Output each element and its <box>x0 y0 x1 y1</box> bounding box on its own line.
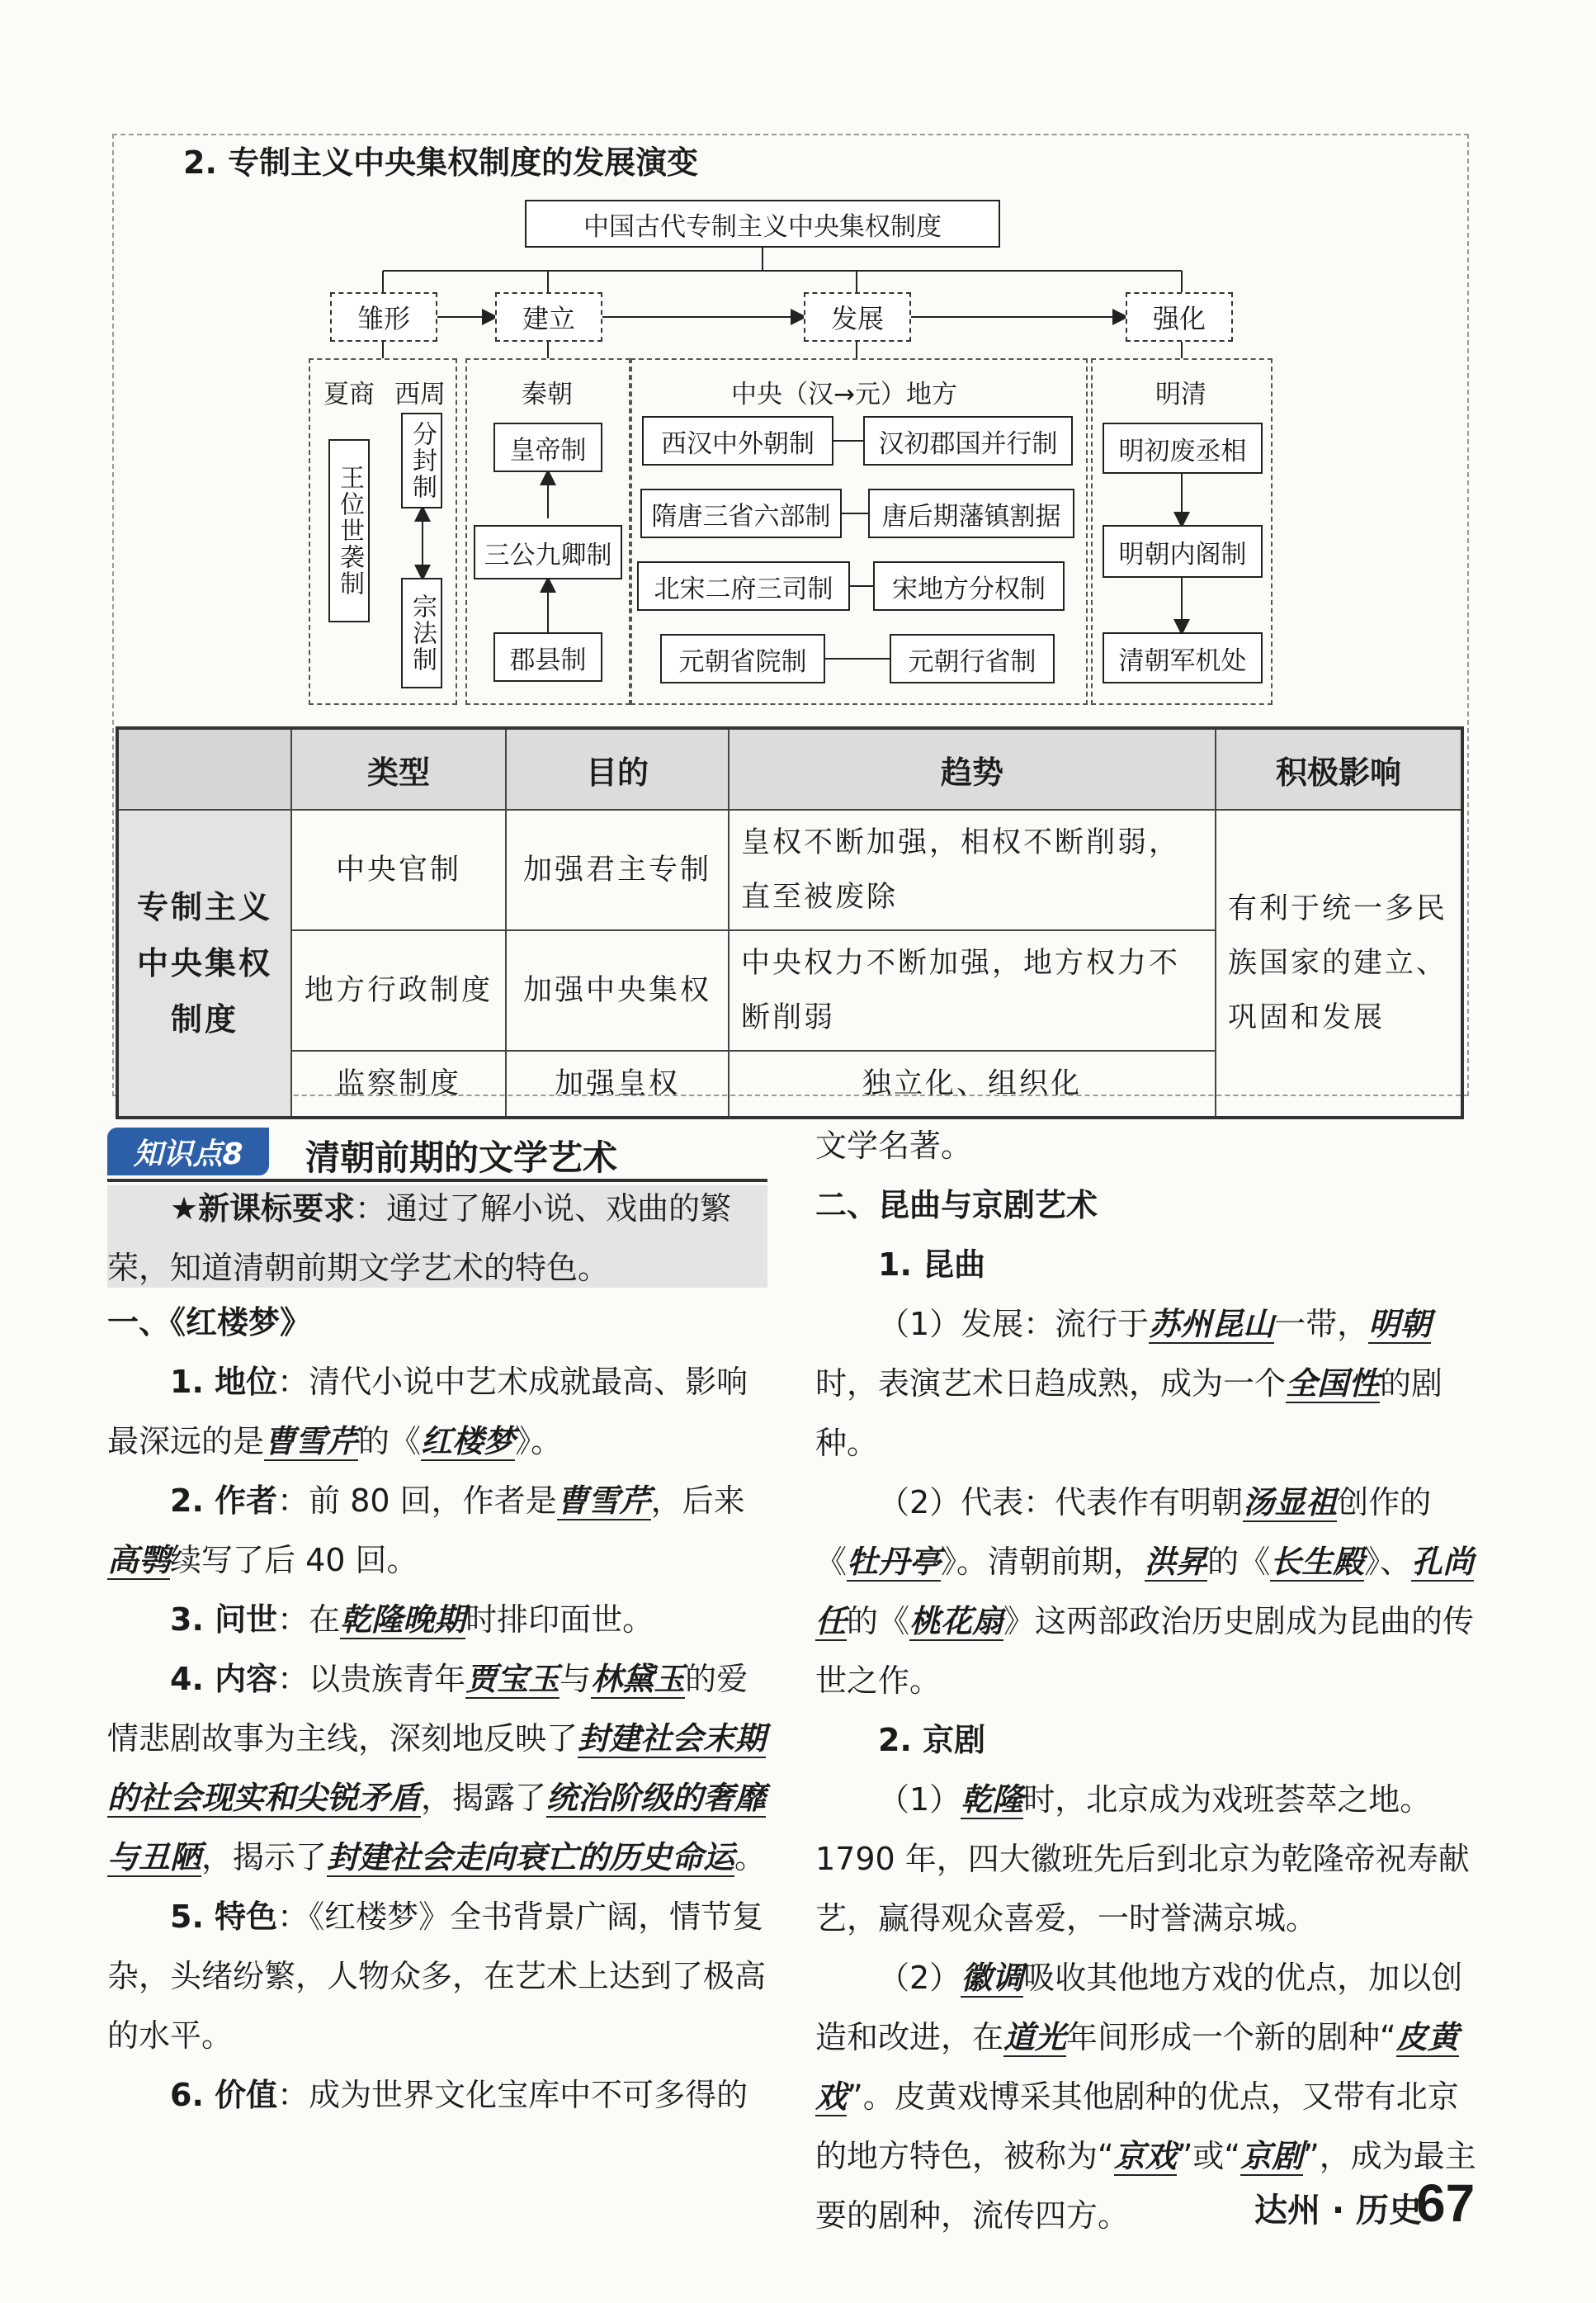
box-tang-fanzhen: 唐后期藩镇割据 <box>868 489 1074 538</box>
page-number: 67 <box>1416 2173 1476 2233</box>
left-column <box>107 1293 771 2125</box>
row-header-line2: 中央集权 <box>136 945 272 981</box>
table-row <box>117 810 1462 930</box>
row-header <box>117 810 291 1118</box>
requirement-label: ★新课标要求 <box>170 1190 356 1227</box>
header-impact: 积极影响 <box>1216 728 1462 810</box>
para-jingju-origin: （1）乾隆时，北京成为戏班荟萃之地。1790 年，四大徽班先后到北京为乾隆帝祝寿献艺，赢得观众喜爱，一时誉满京城。 <box>815 1780 1470 1937</box>
box-junxian: 郡县制 <box>493 632 602 682</box>
stage-rudiment: 雏形 <box>330 292 437 342</box>
box-beisong-erfu: 北宋二府三司制 <box>637 561 850 611</box>
knowledge-point-header <box>107 1128 767 1182</box>
subheading-jingju: 2. 京剧 <box>878 1722 986 1758</box>
box-hanchu-junguo: 汉初郡国并行制 <box>863 416 1073 466</box>
stage-strengthen: 强化 <box>1126 292 1233 342</box>
para-author: 2. 作者：前 80 回，作者是曹雪芹，后来高鹗续写了后 40 回。 <box>107 1482 745 1578</box>
box-fenfeng: 分封制 <box>401 413 442 508</box>
section-title: 2. 专制主义中央集权制度的发展演变 <box>183 144 699 181</box>
box-zongfa: 宗法制 <box>401 578 442 688</box>
box-huangdi: 皇帝制 <box>493 423 602 472</box>
stage-develop: 发展 <box>804 292 911 342</box>
table-corner <box>117 728 291 810</box>
subheading-kunqu: 1. 昆曲 <box>878 1246 986 1283</box>
cell-impact: 有利于统一多民族国家的建立、巩固和发展 <box>1216 810 1462 1118</box>
header-type: 类型 <box>291 728 506 810</box>
para-continuation: 文学名著。 <box>815 1128 973 1164</box>
header-trend: 趋势 <box>729 728 1216 810</box>
box-feichengxiang: 明初废丞相 <box>1103 423 1263 474</box>
label-mingqing: 明清 <box>1155 380 1206 409</box>
requirement-body: ：通过了解小说、戏曲的繁荣，知道清朝前期文学艺术的特色。 <box>107 1190 732 1286</box>
row-header-line1: 专制主义 <box>136 889 272 925</box>
para-publish: 3. 问世：在乾隆晚期时排印面世。 <box>170 1601 654 1638</box>
para-content: 4. 内容：以贵族青年贾宝玉与林黛玉的爱情悲剧故事为主线，深刻地反映了封建社会末期的社会现实和尖锐矛盾，揭露了统治阶级的奢靡与丑陋，揭示了封建社会走向衰亡的历史命运。 <box>107 1660 767 1875</box>
summary-table <box>116 726 1464 1119</box>
box-neige: 明朝内阁制 <box>1103 525 1263 578</box>
box-yuan-shengyuan: 元朝省院制 <box>660 634 825 683</box>
para-kunqu-development: （1）发展：流行于苏州昆山一带，明朝时，表演艺术日趋成熟，成为一个全国性的剧种。 <box>815 1305 1443 1461</box>
para-features: 5. 特色：《红楼梦》全书背景广阔，情节复杂，头绪纷繁，人物众多，在艺术上达到了极高的水平。 <box>107 1899 767 2054</box>
root-box: 中国古代专制主义中央集权制度 <box>525 200 1000 248</box>
box-song-fenquan: 宋地方分权制 <box>873 561 1065 611</box>
box-sangong: 三公九卿制 <box>474 525 622 579</box>
cell-trend: 中央权力不断加强，地方权力不断削弱 <box>729 930 1216 1051</box>
box-suitang-sansheng: 隋唐三省六部制 <box>640 489 842 538</box>
header-purpose: 目的 <box>506 728 729 810</box>
heading-honglou: 一、《红楼梦》 <box>107 1304 312 1341</box>
para-jingju-formation: （2）徽调吸收其他地方戏的优点，加以创造和改进，在道光年间形成一个新的剧种“皮黄戏”。皮黄戏博采其他剧种的优点，又带有北京的地方特色，被称为“京戏”或“京剧”，成为最主要的剧种，流传四方。 <box>815 1959 1476 2234</box>
cell-purpose: 加强君主专制 <box>506 810 729 930</box>
row-header-line3: 制度 <box>170 1001 238 1038</box>
table-header-row <box>117 728 1462 810</box>
cell-purpose: 加强中央集权 <box>506 930 729 1051</box>
cell-purpose: 加强皇权 <box>506 1051 729 1118</box>
knowledge-point-badge: 知识点8 <box>107 1128 269 1175</box>
box-xihan-zhongwai: 西汉中外朝制 <box>642 416 833 466</box>
para-value: 6. 价值：成为世界文化宝库中不可多得的 <box>170 2077 748 2113</box>
box-junjichu: 清朝军机处 <box>1103 632 1263 683</box>
para-kunqu-works: （2）代表：代表作有明朝汤显祖创作的《牡丹亭》。清朝前期，洪昇的《长生殿》、孔尚任的《桃花扇》这两部政治历史剧成为昆曲的传世之作。 <box>815 1483 1475 1699</box>
page-footer <box>1254 2173 1485 2235</box>
label-xiashang: 夏商 <box>323 380 375 409</box>
label-central-local: 中央（汉→元）地方 <box>731 380 957 409</box>
requirement-text <box>107 1179 767 1298</box>
curriculum-requirement <box>107 1185 767 1288</box>
cell-trend: 独立化、组织化 <box>729 1051 1216 1118</box>
footer-label: 达州 · 历史 <box>1254 2192 1423 2230</box>
box-yuan-xingsheng: 元朝行省制 <box>890 634 1055 683</box>
cell-trend: 皇权不断加强，相权不断削弱，直至被废除 <box>729 810 1216 930</box>
heading-kunqu-jingju: 二、昆曲与京剧艺术 <box>815 1187 1098 1223</box>
cell-type: 地方行政制度 <box>291 930 506 1051</box>
right-column <box>815 1116 1479 2245</box>
label-xizhou: 西周 <box>394 380 446 409</box>
knowledge-point-title: 清朝前期的文学艺术 <box>305 1137 618 1178</box>
label-qin: 秦朝 <box>522 380 573 409</box>
cell-type: 监察制度 <box>291 1051 506 1118</box>
box-wangwei-shixi: 王位世袭制 <box>328 439 370 622</box>
cell-type: 中央官制 <box>291 810 506 930</box>
stage-establish: 建立 <box>495 292 602 342</box>
para-status: 1. 地位：清代小说中艺术成就最高、影响最深远的是曹雪芹的《红楼梦》。 <box>107 1364 748 1459</box>
